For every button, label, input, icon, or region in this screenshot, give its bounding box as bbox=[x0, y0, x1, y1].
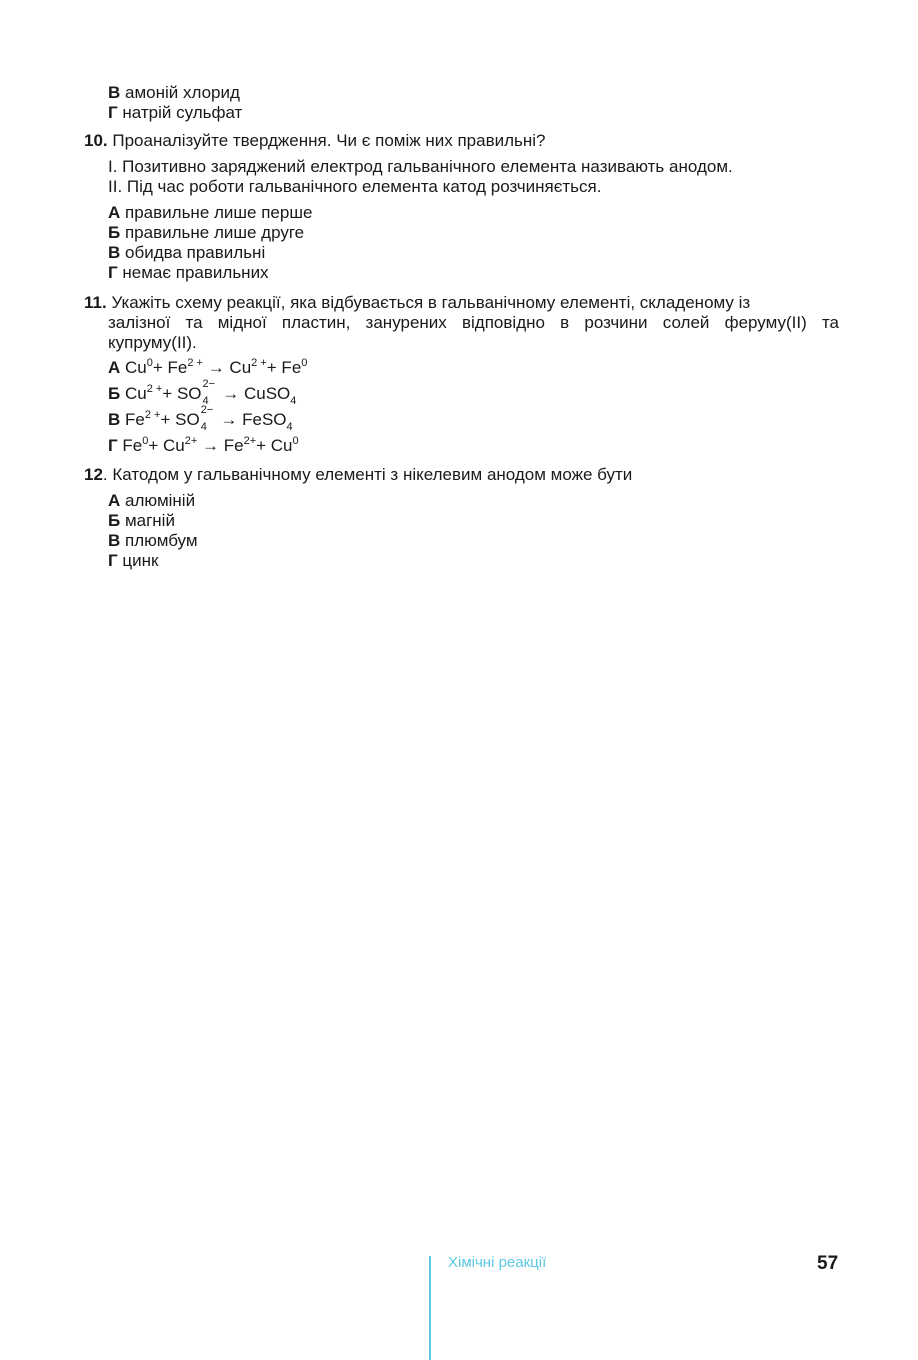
formula-supsub bbox=[202, 378, 218, 407]
q10-statement-2: II. Під час роботи гальванічного елемента катод розчиняється. bbox=[108, 177, 602, 196]
formula-part: → CuSO bbox=[217, 384, 291, 403]
q12-option-v bbox=[108, 531, 198, 551]
q10-prompt bbox=[84, 131, 546, 151]
formula-part: + Fe bbox=[152, 358, 188, 377]
option-letter: В bbox=[108, 410, 121, 429]
formula-sup: 2 + bbox=[144, 409, 161, 421]
q12-option-g bbox=[108, 551, 158, 571]
formula-sup: 2+ bbox=[184, 435, 198, 447]
option-letter: Г bbox=[108, 263, 118, 282]
q10-option-g bbox=[108, 263, 269, 283]
option-letter: А bbox=[108, 203, 121, 222]
option-text: правильне лише перше bbox=[125, 203, 313, 222]
option-letter: Г bbox=[108, 436, 118, 455]
q11-option-a bbox=[108, 358, 307, 378]
formula-part: → Cu bbox=[202, 358, 252, 377]
formula-sup: 0 bbox=[146, 357, 153, 369]
formula-sup: 2+ bbox=[243, 435, 257, 447]
formula-sup: 2 + bbox=[187, 357, 203, 369]
q10-option-v bbox=[108, 243, 265, 263]
formula-sub: 4 bbox=[286, 421, 293, 433]
option-letter: Б bbox=[108, 511, 121, 530]
formula-sup: 2 + bbox=[146, 383, 163, 395]
q11-option-g bbox=[108, 436, 299, 456]
formula-part: → Fe bbox=[197, 436, 244, 455]
option-letter: А bbox=[108, 491, 121, 510]
page-number: 57 bbox=[817, 1253, 839, 1274]
option-text: амоній хлорид bbox=[125, 83, 240, 102]
option-text: обидва правильні bbox=[125, 243, 266, 262]
formula-part: + Cu bbox=[256, 436, 293, 455]
q11-prompt-line-1 bbox=[84, 293, 750, 313]
q12-option-a bbox=[108, 491, 195, 511]
formula-part: Fe bbox=[122, 436, 143, 455]
option-text: натрій сульфат bbox=[122, 103, 243, 122]
footer-section-title: Хімічні реакції bbox=[448, 1254, 547, 1271]
option-letter: В bbox=[108, 243, 121, 262]
question-text: . Катодом у гальванічному елементі з нікелевим анодом може бути bbox=[102, 465, 633, 484]
formula-sup: 0 bbox=[301, 357, 308, 369]
formula-part: + Cu bbox=[148, 436, 185, 455]
option-letter: А bbox=[108, 358, 121, 377]
question-text: Укажіть схему реакції, яка відбувається в гальванічному елементі, складеному із bbox=[111, 293, 751, 312]
q11-option-b bbox=[108, 378, 297, 407]
formula-sup: 0 bbox=[292, 435, 299, 447]
q10-statement-1: I. Позитивно заряджений електрод гальванічного елемента називають анодом. bbox=[108, 157, 733, 176]
footer-divider bbox=[429, 1256, 431, 1360]
question-number: 10. bbox=[84, 131, 108, 150]
option-letter: Г bbox=[108, 103, 118, 122]
q11-prompt-line-2: залізної та мідної пластин, занурених відповідно в розчини солей феруму(II) та bbox=[108, 313, 839, 332]
option-letter: Г bbox=[108, 551, 118, 570]
question-number: 12 bbox=[84, 465, 103, 484]
option-text: плюмбум bbox=[125, 531, 198, 550]
formula-part: + SO bbox=[162, 384, 202, 403]
q12-option-b bbox=[108, 511, 175, 531]
q10-option-b bbox=[108, 223, 304, 243]
formula-part: Cu bbox=[124, 384, 147, 403]
option-text: цинк bbox=[122, 551, 159, 570]
option-letter: В bbox=[108, 83, 121, 102]
formula-sup: 0 bbox=[142, 435, 149, 447]
option-letter: Б bbox=[108, 223, 121, 242]
option-text: правильне лише друге bbox=[124, 223, 305, 242]
formula-supsub bbox=[200, 404, 216, 433]
option-text: алюміній bbox=[125, 491, 196, 510]
formula-part: → FeSO bbox=[215, 410, 287, 429]
formula-sub: 4 bbox=[202, 395, 209, 407]
question-number: 11. bbox=[84, 293, 107, 312]
formula-sup: 2− bbox=[200, 404, 214, 416]
q11-option-v bbox=[108, 404, 293, 433]
q11-prompt-line-3: купруму(II). bbox=[108, 333, 197, 352]
question-text: Проаналізуйте твердження. Чи є поміж них правильні? bbox=[112, 131, 546, 150]
formula-sub: 4 bbox=[200, 421, 207, 433]
q9-option-g bbox=[108, 103, 242, 123]
formula-sup: 2− bbox=[202, 378, 216, 390]
formula-part: Fe bbox=[125, 410, 145, 429]
formula-part: + SO bbox=[160, 410, 200, 429]
option-text: немає правильних bbox=[122, 263, 269, 282]
formula-sup: 2 + bbox=[251, 357, 267, 369]
q10-option-a bbox=[108, 203, 312, 223]
formula-sub: 4 bbox=[290, 395, 297, 407]
formula-part: Cu bbox=[125, 358, 147, 377]
q12-prompt bbox=[84, 465, 632, 485]
formula-part: + Fe bbox=[266, 358, 302, 377]
option-text: магній bbox=[124, 511, 175, 530]
option-letter: В bbox=[108, 531, 121, 550]
q9-option-v bbox=[108, 83, 240, 103]
option-letter: Б bbox=[108, 384, 121, 403]
